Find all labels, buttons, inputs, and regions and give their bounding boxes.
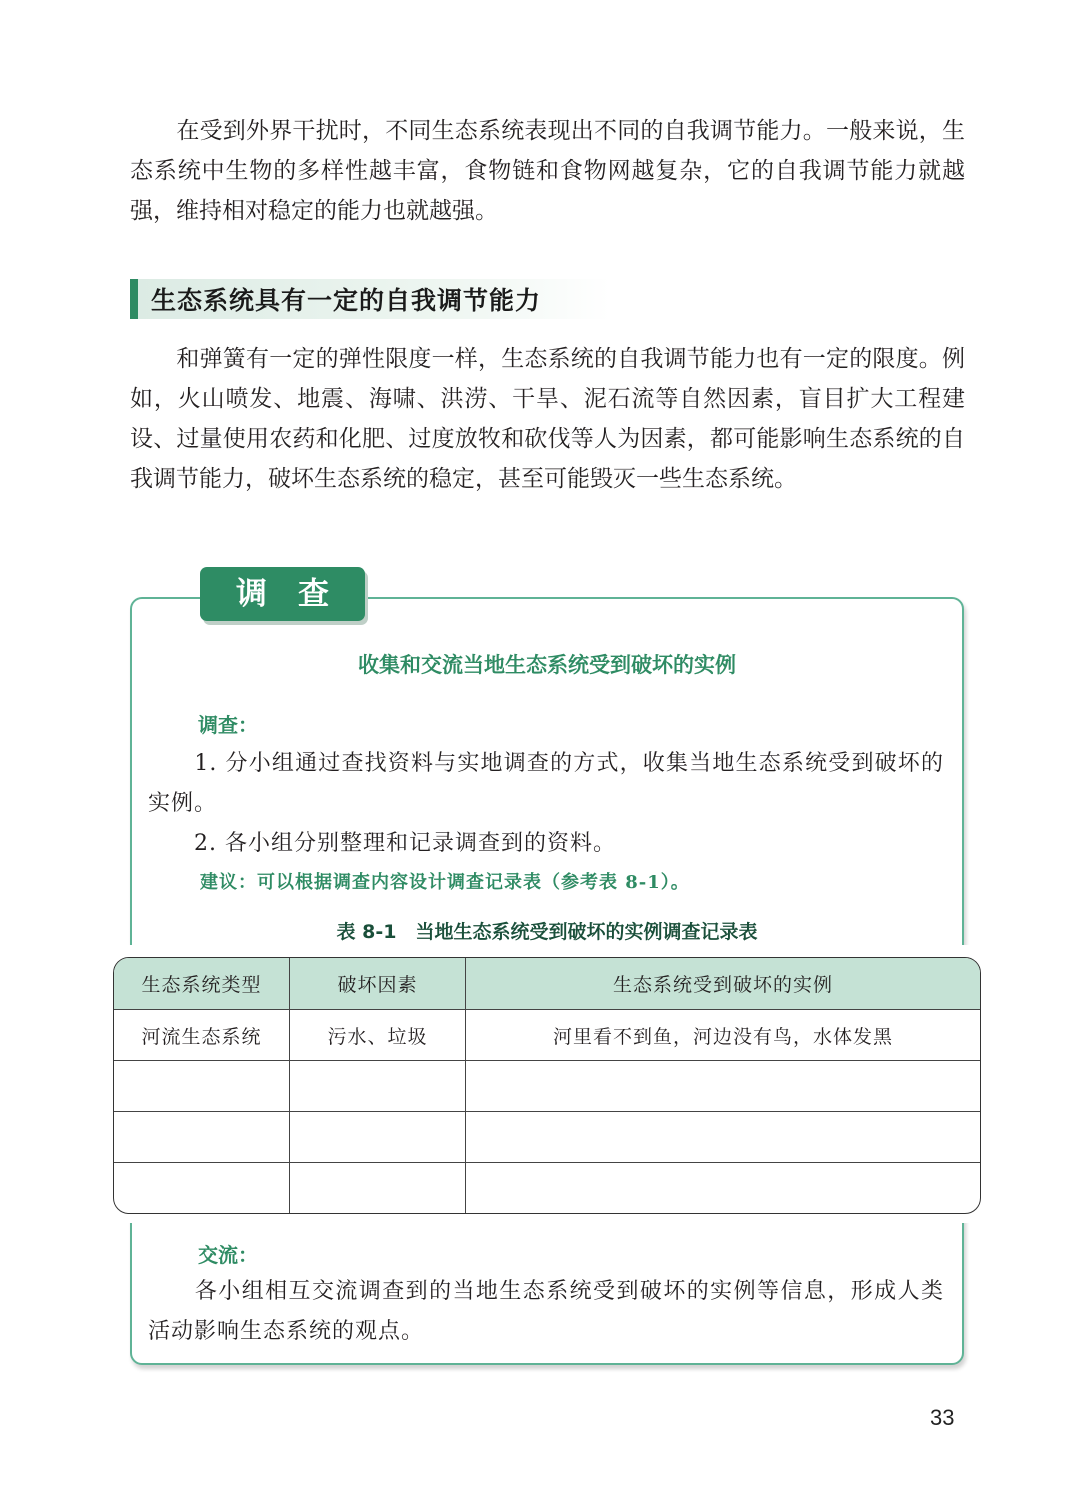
section-paragraph: 和弹簧有一定的弹性限度一样，生态系统的自我调节能力也有一定的限度。例如，火山喷发、地震、海啸、洪涝、干旱、泥石流等自然因素，盲目扩大工程建设、过量使用农药和化肥、过度放牧和砍伐等人为因素，都可能影响生态系统的自我调节能力，破坏生态系统的稳定，甚至可能毁灭一些生态系统。 <box>130 346 965 492</box>
investigation-step-1: 1. 分小组通过查找资料与实地调查的方式，收集当地生态系统受到破坏的实例。 <box>148 751 944 816</box>
table-cell <box>466 1112 980 1163</box>
investigation-title: 收集和交流当地生态系统受到破坏的实例 <box>358 653 736 677</box>
table-header-cell: 破坏因素 <box>290 958 466 1010</box>
table-cell <box>466 1163 980 1213</box>
exchange-text: 各小组相互交流调查到的当地生态系统受到破坏的实例等信息，形成人类活动影响生态系统的观点。 <box>148 1279 944 1344</box>
table-cell <box>114 1061 290 1112</box>
table-cell <box>114 1112 290 1163</box>
table-cell <box>466 1061 980 1112</box>
section-heading <box>130 279 610 319</box>
table-header-cell: 生态系统类型 <box>114 958 290 1010</box>
table-cell <box>114 1163 290 1213</box>
section-heading-text: 生态系统具有一定的自我调节能力 <box>151 286 542 315</box>
exchange-label: 交流： <box>198 1243 258 1267</box>
table-cell <box>290 1112 466 1163</box>
suggestion-text: 建议：可以根据调查内容设计调查记录表（参考表 8-1）。 <box>200 872 690 893</box>
table-cell: 河里看不到鱼，河边没有鸟，水体发黑 <box>466 1010 980 1061</box>
investigation-step-2: 2. 各小组分别整理和记录调查到的资料。 <box>148 831 616 856</box>
investigation-tab: 调 查 <box>200 567 365 621</box>
table-header-cell: 生态系统受到破坏的实例 <box>466 958 980 1010</box>
investigate-label: 调查： <box>198 713 258 737</box>
table-cell: 河流生态系统 <box>114 1010 290 1061</box>
record-table <box>113 957 981 1214</box>
page-number: 33 <box>930 1405 955 1430</box>
table-caption: 表 8-1 当地生态系统受到破坏的实例调查记录表 <box>336 921 758 943</box>
table-cell <box>290 1163 466 1213</box>
table-cell <box>290 1061 466 1112</box>
table-cell: 污水、垃圾 <box>290 1010 466 1061</box>
intro-paragraph: 在受到外界干扰时，不同生态系统表现出不同的自我调节能力。一般来说，生态系统中生物的多样性越丰富，食物链和食物网越复杂，它的自我调节能力就越强，维持相对稳定的能力也就越强。 <box>130 118 965 224</box>
